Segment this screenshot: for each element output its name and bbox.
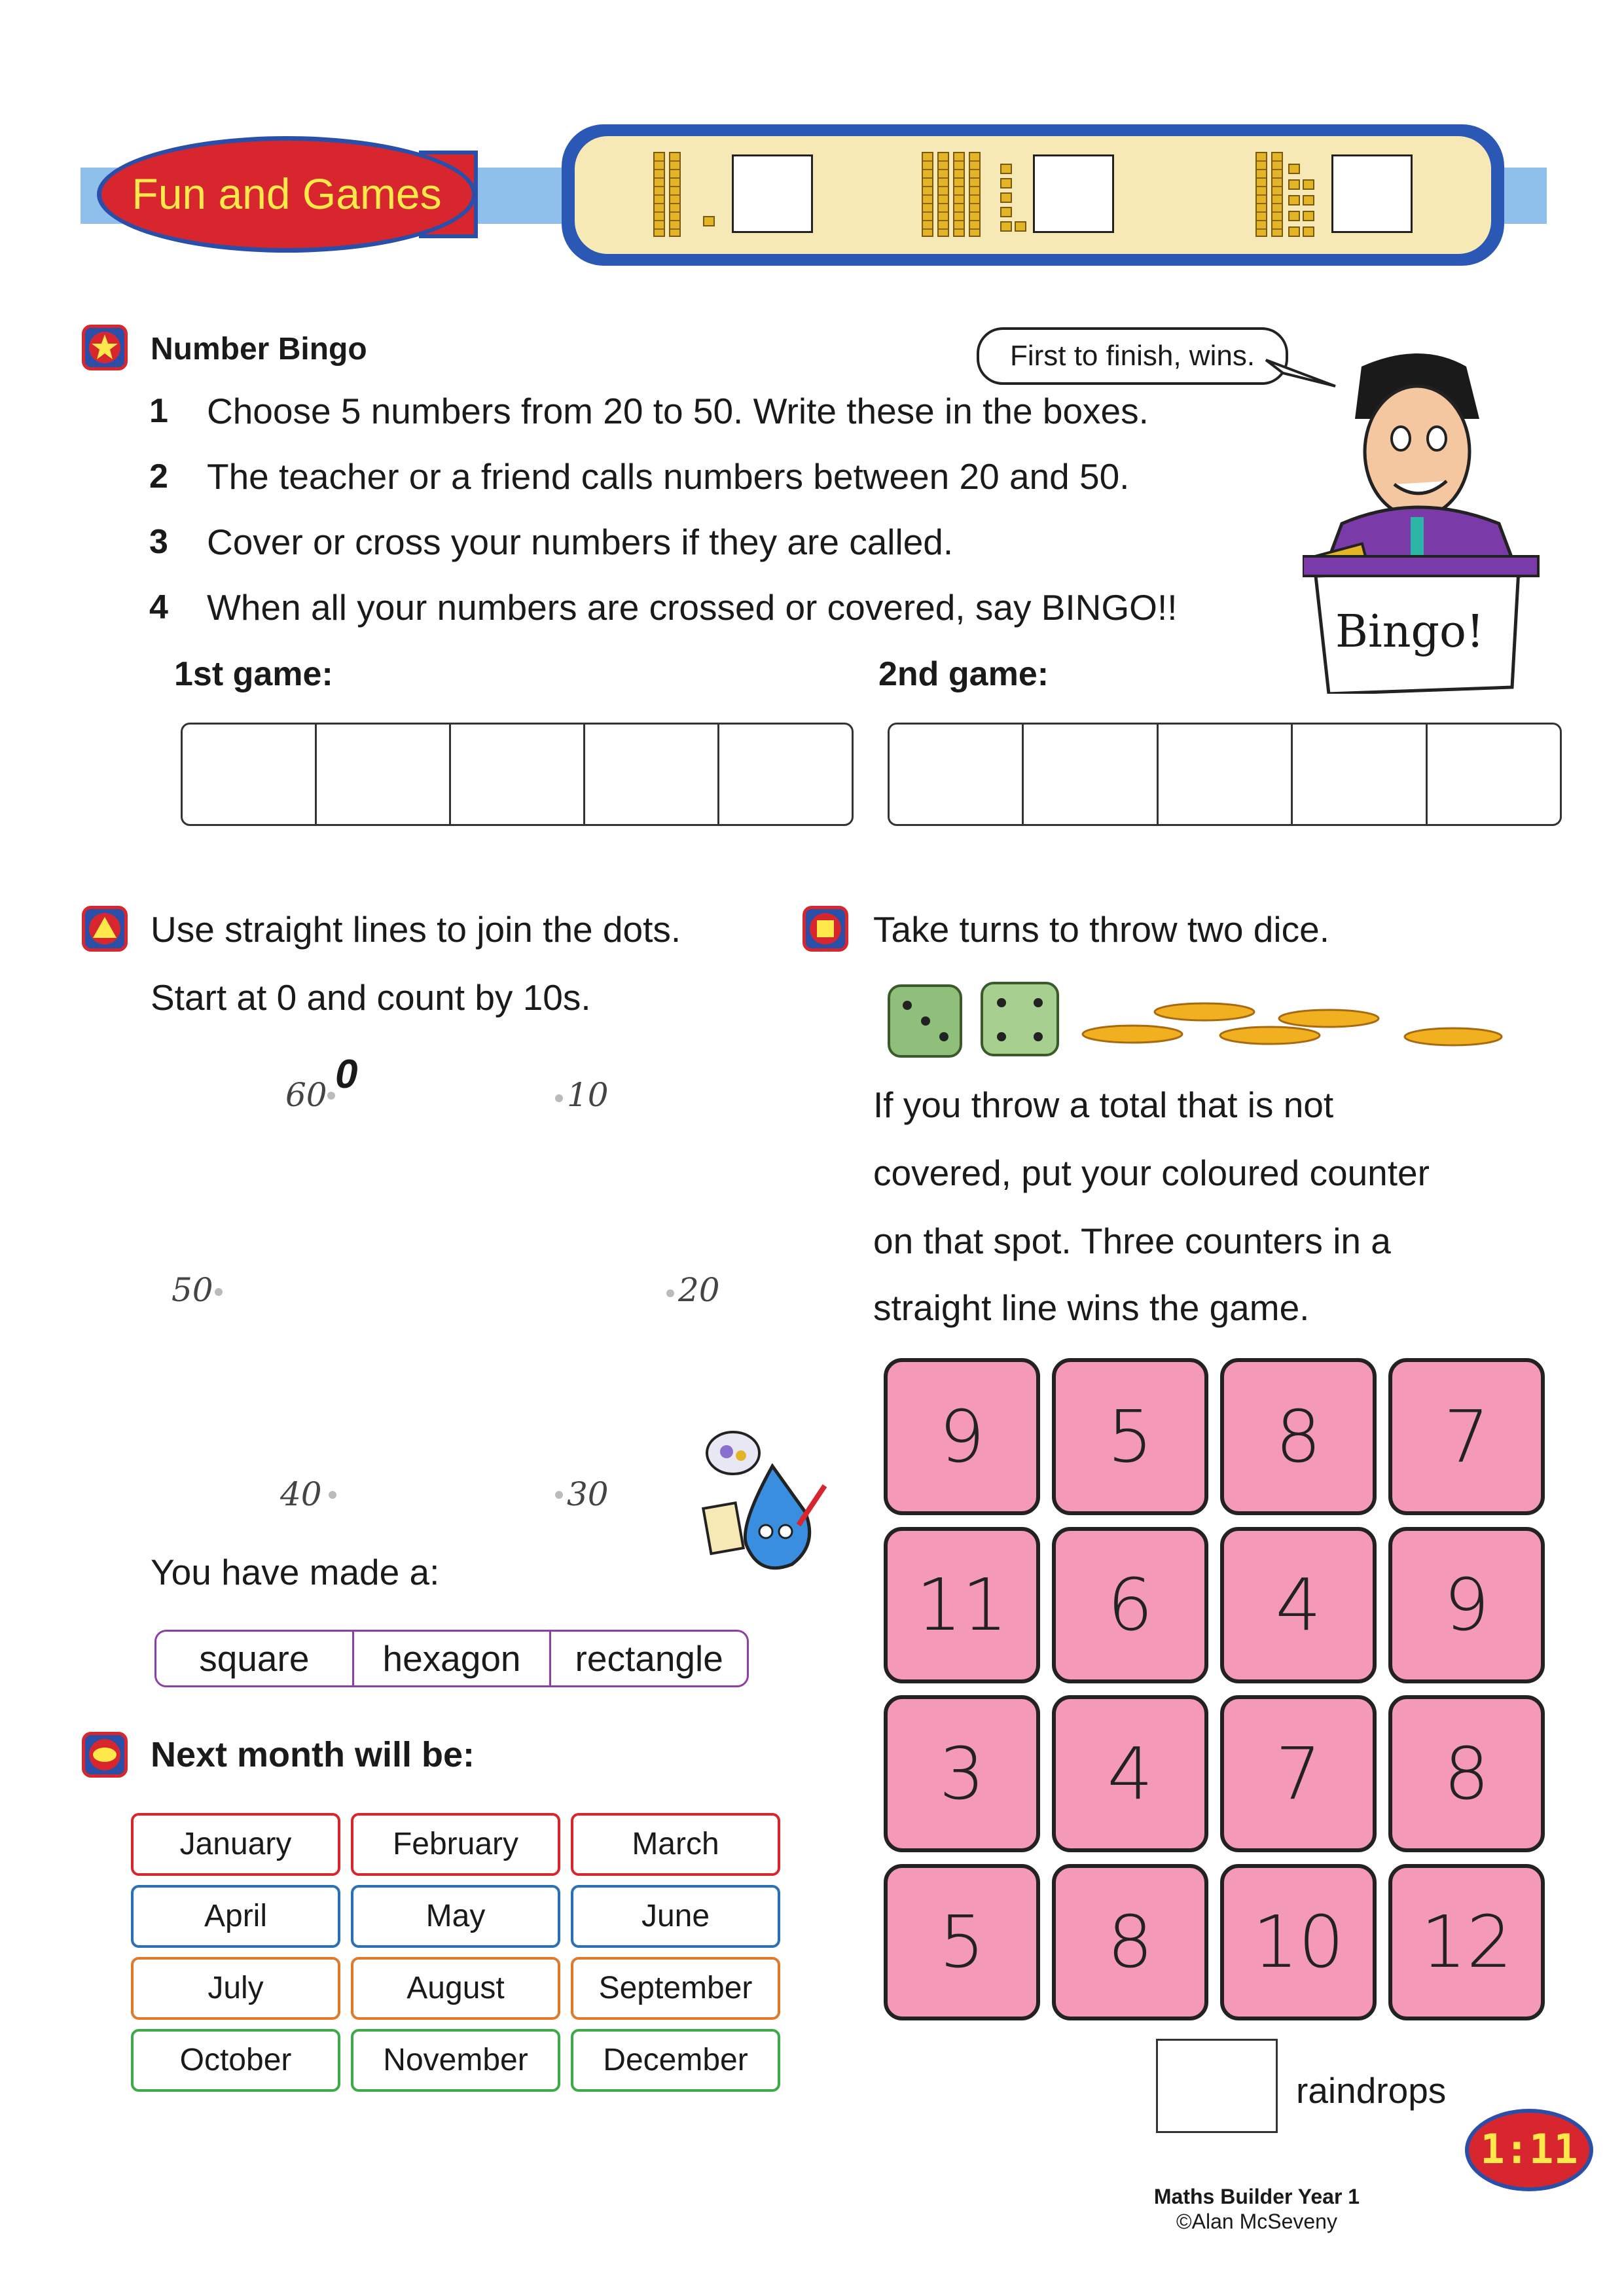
dot-20[interactable]: [666, 1289, 674, 1297]
board-tile[interactable]: 8: [1388, 1695, 1545, 1852]
tens-rod-icon: [953, 152, 965, 237]
bingo-cell[interactable]: [1293, 725, 1427, 824]
unit-cube-icon: [1000, 192, 1012, 203]
dot-label-10: 10: [567, 1076, 609, 1114]
speech-bubble: First to finish, wins.: [977, 327, 1288, 385]
raindrops-label: raindrops: [1296, 2070, 1447, 2111]
option-rectangle[interactable]: rectangle: [575, 1638, 723, 1679]
dot-label-20: 20: [678, 1271, 720, 1309]
month-march[interactable]: March: [571, 1813, 780, 1876]
dots-instruction-2: Start at 0 and count by 10s.: [151, 977, 591, 1018]
board-tile[interactable]: 8: [1052, 1864, 1208, 2021]
board-tile[interactable]: 9: [1388, 1527, 1545, 1684]
option-hexagon[interactable]: hexagon: [354, 1632, 552, 1685]
dice-desc: on that spot. Three counters in a: [873, 1221, 1391, 1261]
tens-rod-icon: [1255, 152, 1267, 237]
month-july[interactable]: July: [131, 1957, 340, 2020]
bingo-cell[interactable]: [890, 725, 1024, 824]
answer-box-1[interactable]: [732, 154, 813, 233]
month-november[interactable]: November: [351, 2029, 560, 2092]
oval-icon: [82, 1732, 128, 1778]
board-tile[interactable]: 5: [1052, 1358, 1208, 1515]
star-icon: [82, 325, 128, 370]
bingo-heading: Number Bingo: [151, 332, 367, 367]
bingo-cell[interactable]: [317, 725, 451, 824]
bingo-cell[interactable]: [585, 725, 719, 824]
unit-cube-icon: [1015, 221, 1026, 232]
board-tile[interactable]: 12: [1388, 1864, 1545, 2021]
month-september[interactable]: September: [571, 1957, 780, 2020]
month-april[interactable]: April: [131, 1885, 340, 1948]
board-tile[interactable]: 4: [1052, 1695, 1208, 1852]
step-text: The teacher or a friend calls numbers between 20 and 50.: [207, 456, 1130, 497]
unit-cube-icon: [1303, 179, 1314, 190]
board-tile[interactable]: 7: [1388, 1358, 1545, 1515]
unit-cube-icon: [1303, 195, 1314, 206]
bingo-cell[interactable]: [451, 725, 585, 824]
bingo-cell[interactable]: [1159, 725, 1293, 824]
dice-desc: covered, put your coloured counter: [873, 1153, 1430, 1193]
answer-box-2[interactable]: [1033, 154, 1114, 233]
unit-cube-icon: [1288, 195, 1300, 206]
page-number-badge: 1:11: [1465, 2109, 1593, 2191]
answer-box-3[interactable]: [1331, 154, 1413, 233]
unit-cube-icon: [1000, 207, 1012, 217]
bingo-cell[interactable]: [719, 725, 852, 824]
dot-40[interactable]: [329, 1491, 336, 1499]
dice-icon: [884, 977, 1067, 1062]
tens-rod-icon: [1271, 152, 1283, 237]
raindrops-answer-box[interactable]: [1156, 2039, 1278, 2133]
unit-cube-icon: [1288, 226, 1300, 237]
dot-60-0[interactable]: [327, 1092, 335, 1100]
page-title: Fun and Games: [132, 170, 442, 218]
month-august[interactable]: August: [351, 1957, 560, 2020]
square-icon: [803, 906, 848, 952]
unit-cube-icon: [1000, 221, 1012, 232]
raindrop-character-icon: [694, 1427, 831, 1584]
dice-heading: Take turns to throw two dice.: [873, 909, 1329, 950]
unit-cube-icon: [1000, 178, 1012, 188]
board-tile[interactable]: 8: [1220, 1358, 1377, 1515]
dice-desc: straight line wins the game.: [873, 1287, 1310, 1328]
step-text: Choose 5 numbers from 20 to 50. Write these in the boxes.: [207, 391, 1149, 431]
step-text: Cover or cross your numbers if they are called.: [207, 522, 954, 562]
unit-cube-icon: [1288, 211, 1300, 221]
made-a-label: You have made a:: [151, 1552, 440, 1592]
board-tile[interactable]: 9: [884, 1358, 1040, 1515]
tens-rod-icon: [922, 152, 933, 237]
bingo-sign: Bingo!: [1335, 606, 1485, 658]
step-text: When all your numbers are crossed or covered, say BINGO!!: [207, 587, 1178, 628]
start-zero-label: 0: [335, 1052, 358, 1097]
tens-rod-icon: [969, 152, 981, 237]
dice-desc: If you throw a total that is not: [873, 1085, 1334, 1125]
game1-label: 1st game:: [174, 655, 333, 693]
unit-cube-icon: [1303, 211, 1314, 221]
board-tile[interactable]: 6: [1052, 1527, 1208, 1684]
unit-cube-icon: [703, 216, 715, 226]
board-tile[interactable]: 3: [884, 1695, 1040, 1852]
month-may[interactable]: May: [351, 1885, 560, 1948]
footer-book: Maths Builder Year 1: [1153, 2185, 1360, 2208]
board-tile[interactable]: 11: [884, 1527, 1040, 1684]
board-tile[interactable]: 7: [1220, 1695, 1377, 1852]
month-january[interactable]: January: [131, 1813, 340, 1876]
dot-label-60: 60: [285, 1076, 327, 1114]
triangle-icon: [82, 906, 128, 952]
step-number: 3: [149, 523, 168, 561]
shape-options: [154, 1630, 749, 1687]
board-tile[interactable]: 4: [1220, 1527, 1377, 1684]
month-february[interactable]: February: [351, 1813, 560, 1876]
unit-cube-icon: [1000, 164, 1012, 174]
unit-cube-icon: [1288, 164, 1300, 174]
unit-cube-icon: [1288, 179, 1300, 190]
board-tile[interactable]: 5: [884, 1864, 1040, 2021]
counters-icon: [1074, 995, 1506, 1054]
step-number: 1: [149, 392, 168, 430]
dot-label-50: 50: [171, 1271, 213, 1309]
month-december[interactable]: December: [571, 2029, 780, 2092]
dot-10[interactable]: [555, 1094, 563, 1102]
month-october[interactable]: October: [131, 2029, 340, 2092]
tens-rod-icon: [653, 152, 665, 237]
bingo-cell[interactable]: [1428, 725, 1560, 824]
bingo-cell[interactable]: [1024, 725, 1158, 824]
dot-30[interactable]: [555, 1491, 563, 1499]
option-square[interactable]: square: [156, 1632, 354, 1685]
bingo-cell[interactable]: [183, 725, 317, 824]
game2-label: 2nd game:: [878, 655, 1049, 693]
dot-label-40: 40: [280, 1475, 322, 1513]
unit-cube-icon: [1303, 226, 1314, 237]
bingo-grid-game2: [888, 723, 1562, 826]
game-board: [884, 1358, 1545, 2020]
month-june[interactable]: June: [571, 1885, 780, 1948]
dots-instruction-1: Use straight lines to join the dots.: [151, 909, 681, 950]
tens-rod-icon: [937, 152, 949, 237]
step-number: 4: [149, 588, 168, 626]
dot-50[interactable]: [215, 1288, 223, 1296]
step-number: 2: [149, 457, 168, 495]
tens-rod-icon: [669, 152, 681, 237]
board-tile[interactable]: 10: [1220, 1864, 1377, 2021]
footer-author: ©Alan McSeveny: [1176, 2210, 1337, 2233]
bingo-grid-game1: [181, 723, 854, 826]
dot-label-30: 30: [567, 1475, 609, 1513]
months-heading: Next month will be:: [151, 1735, 475, 1774]
